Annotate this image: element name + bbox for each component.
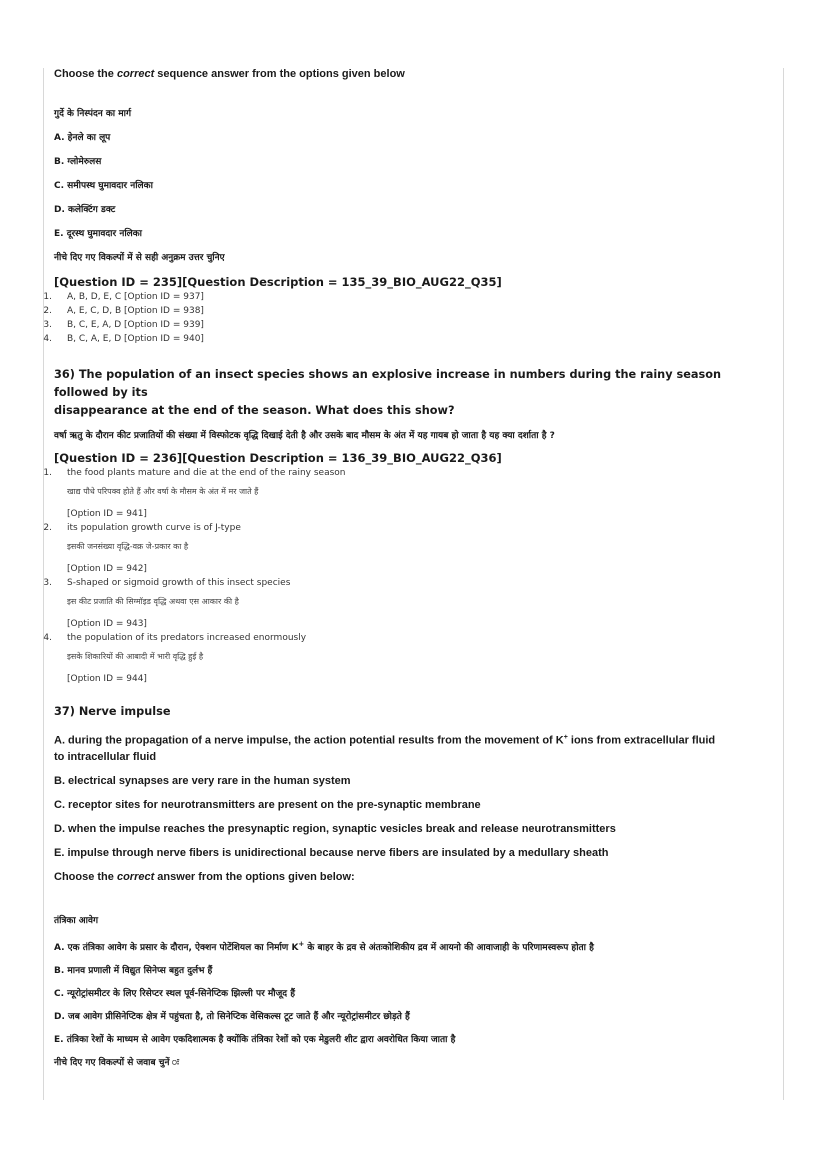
q37-stmt-e: E. impulse through nerve fibers is unidirectional because nerve fibers are insulated by a medullary sheath — [54, 846, 609, 859]
q35-stmt-d: D. कलेक्टिंग डक्ट — [54, 205, 116, 215]
q37-hindi-title: तंत्रिका आवेग — [54, 915, 99, 926]
q35-question-id: [Question ID = 235][Question Description = 135_39_BIO_AUG22_Q35] — [54, 275, 502, 289]
q36-option-3[interactable] — [43, 576, 776, 590]
q36-option-2[interactable] — [43, 521, 776, 535]
q35-stmt-b: B. ग्लोमेरुलस — [54, 157, 102, 167]
q36-option-4[interactable] — [43, 631, 776, 645]
q35-options — [43, 290, 776, 346]
option-number: 4. — [43, 334, 52, 344]
option-text: the food plants mature and die at the end of the rainy season — [67, 468, 346, 478]
option-text: B, C, A, E, D [Option ID = 940] — [67, 334, 204, 344]
option-text: its population growth curve is of J-type — [67, 523, 241, 533]
q36-question-id: [Question ID = 236][Question Description = 136_39_BIO_AUG22_Q36] — [54, 451, 502, 465]
q36-title-line1: 36) The population of an insect species shows an explosive increase in numbers during the rainy season followed by its — [54, 368, 722, 399]
q35-hindi-instruction: नीचे दिए गए विकल्पों में से सही अनुक्रम उत्तर चुनिए — [54, 253, 225, 263]
option-number: 1. — [43, 292, 52, 302]
option-number: 2. — [43, 523, 52, 533]
option-number: 3. — [43, 578, 52, 588]
q35-hindi-title: गुर्दे के निस्पंदन का मार्ग — [54, 109, 132, 119]
q36-option-3-hindi: इस कीट प्रजाति की सिग्मॉइड वृद्धि अथवा एस आकार की है — [67, 597, 239, 606]
q36-title-line2: disappearance at the end of the season. What does this show? — [54, 404, 455, 417]
q35-stmt-e: E. दूरस्थ घुमावदार नलिका — [54, 229, 142, 239]
option-number: 4. — [43, 633, 52, 643]
option-number: 1. — [43, 468, 52, 478]
q36-title — [54, 366, 776, 420]
q36-hindi-title: वर्षा ऋतु के दौरान कीट प्रजातियों की संख्या में विस्फोटक वृद्धि दिखाई देती है और उसके बाद मौसम के अंत में यह गायब हो जाता है यह क्या दर्शाता है ? — [54, 431, 555, 441]
q37-stmt-c: C. receptor sites for neurotransmitters are present on the pre-synaptic membrane — [54, 798, 481, 811]
q36-option-3-id: [Option ID = 943] — [67, 619, 147, 629]
q37-stmt-d: D. when the impulse reaches the presynaptic region, synaptic vesicles break and release neurotransmitters — [54, 822, 616, 835]
option-text: B, C, E, A, D [Option ID = 939] — [67, 320, 204, 330]
q37-hindi-e: E. तंत्रिका रेशों के माध्यम से आवेग एकदिशात्मक है क्योंकि तंत्रिका रेशों को एक मेडुलरी शीट द्वारा अवरोधित किया जाता है — [54, 1034, 456, 1045]
right-border — [783, 68, 784, 1100]
q35-stmt-c: C. समीपस्थ घुमावदार नलिका — [54, 181, 153, 191]
q37-hindi-b: B. मानव प्रणाली में विद्युत सिनेप्स बहुत दुर्लभ हैं — [54, 965, 213, 976]
q36-option-1-hindi: खाद्य पौधे परिपक्व होते हैं और वर्षा के मौसम के अंत में मर जाते हैं — [67, 487, 259, 496]
q37-hindi-instruction: नीचे दिए गए विकल्पों से जवाब चुनें ः — [54, 1057, 179, 1068]
option-text: the population of its predators increased enormously — [67, 633, 307, 643]
q36-option-4-hindi: इसके शिकारियों की आबादी में भारी वृद्धि हुई है — [67, 652, 204, 661]
q35-option-1[interactable] — [43, 290, 776, 304]
q36-option-2-id: [Option ID = 942] — [67, 564, 147, 574]
q37-instruction: Choose the correct answer from the options given below: — [54, 870, 355, 883]
option-number: 2. — [43, 306, 52, 316]
q37-title: 37) Nerve impulse — [54, 705, 171, 718]
q35-option-2[interactable] — [43, 304, 776, 318]
q37-hindi-a: A. एक तंत्रिका आवेग के प्रसार के दौरान, ऐक्शन पोटेंशियल का निर्माण K+ के बाहर के द्रव से अंतःकोशिकीय द्रव में आयनो की आवाजाही के परिणामस्वरूप होता है — [54, 939, 594, 953]
q35-instruction: Choose the correct sequence answer from the options given below — [54, 68, 405, 80]
option-text: A, B, D, E, C [Option ID = 937] — [67, 292, 204, 302]
q37-stmt-b: B. electrical synapses are very rare in the human system — [54, 774, 351, 787]
page-content — [43, 66, 776, 1070]
q36-option-1[interactable] — [43, 466, 776, 480]
q37-hindi-c: C. न्यूरोट्रांसमीटर के लिए रिसेप्टर स्थल पूर्व-सिनेप्टिक झिल्ली पर मौजूद हैं — [54, 988, 295, 999]
q36-option-2-hindi: इसकी जनसंख्या वृद्धि-वक्र जे-प्रकार का है — [67, 542, 189, 551]
option-text: A, E, C, D, B [Option ID = 938] — [67, 306, 204, 316]
option-text: S-shaped or sigmoid growth of this insect species — [67, 578, 291, 588]
q35-option-4[interactable] — [43, 332, 776, 346]
q36-option-1-id: [Option ID = 941] — [67, 509, 147, 519]
q37-stmt-a: A. during the propagation of a nerve impulse, the action potential results from the movement of K+ ions from extracellular fluid — [54, 734, 716, 747]
option-number: 3. — [43, 320, 52, 330]
q35-stmt-a: A. हेनले का लूप — [54, 133, 111, 143]
q37-hindi-d: D. जब आवेग प्रीसिनेप्टिक क्षेत्र में पहुंचता है, तो सिनेप्टिक वेसिकल्स टूट जाते हैं और न्यूरोट्रांसमीटर छोड़ते हैं — [54, 1011, 410, 1022]
q37-stmt-a-line2: to intracellular fluid — [54, 750, 157, 763]
q35-option-3[interactable] — [43, 318, 776, 332]
q36-option-4-id: [Option ID = 944] — [67, 674, 147, 684]
